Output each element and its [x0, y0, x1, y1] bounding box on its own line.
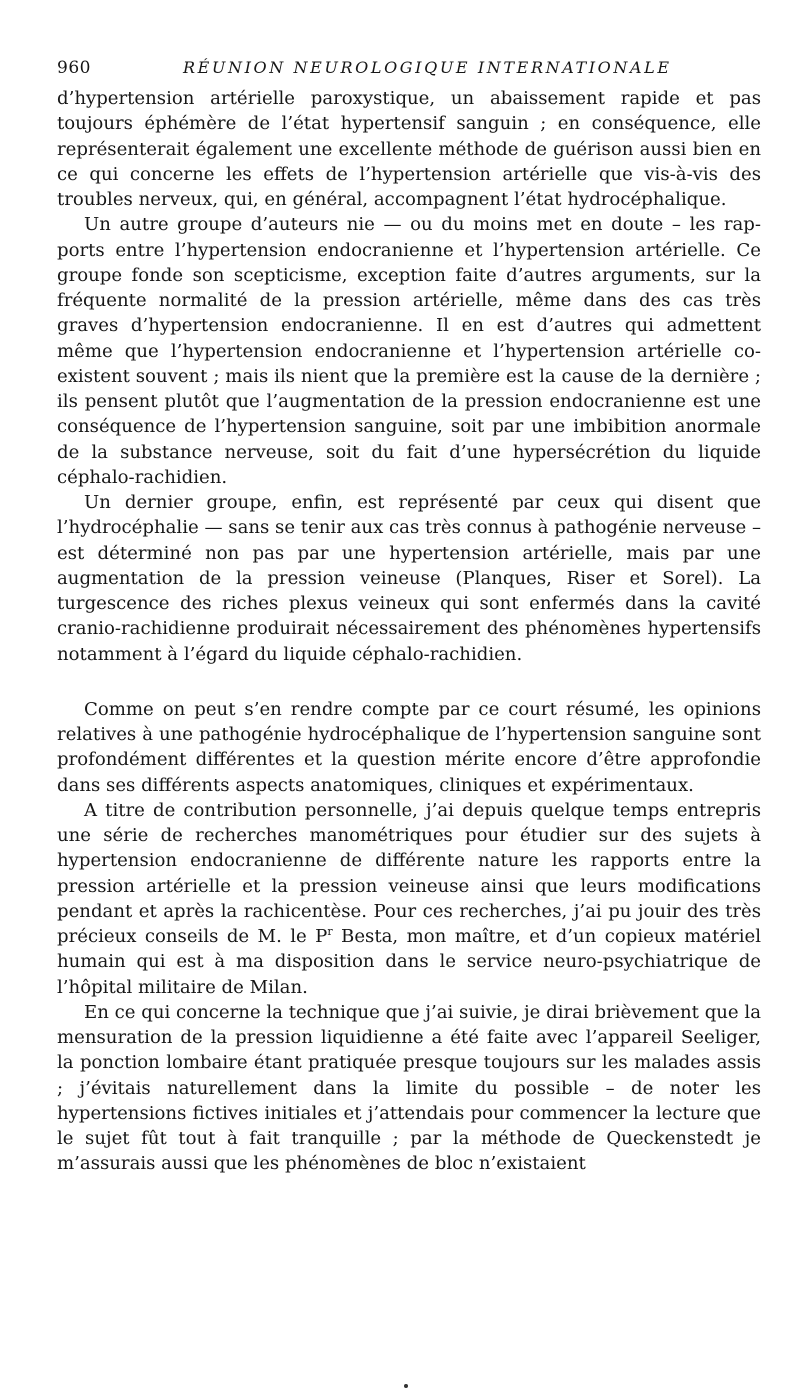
professor-abbrev-superscript: r [327, 924, 333, 938]
page-header [57, 58, 761, 84]
body-text [57, 86, 761, 1177]
paragraph-contribution-continuation: Besta, mon maître, et d’un copieux matériel humain qui est à ma disposition dans le service neuro-psychiatrique de l’hôpital militaire de Milan. [57, 926, 761, 998]
paragraph-technique: En ce qui concerne la technique que j’ai suivie, je dirai brièvement que la mensuration de la pression liquidienne a été faite avec l’appareil Seeliger, la ponction lombaire étant pratiquée presque toujours sur les malades assis ; j’évitais naturellement dans la limite du possible – de noter les hypertensions fictives initiales et j’attendais pour commencer la lecture que le sujet fût tout à fait tranquille ; par la méthode de Queckenstedt je m’assurais aussi que les phénomènes de bloc n’existaient [57, 1001, 761, 1175]
running-title: RÉUNION NEUROLOGIQUE INTERNATIONALE [183, 58, 672, 77]
paragraph-contribution-text: A titre de contribution personnelle, j’ai depuis quelque temps entrepris une série de recherches manométriques pour étudier sur des sujets à hypertension endocranienne de différente nature les rapports entre la pression artérielle et la pression veineuse ainsi que leurs modifications pendant et après la rachicentèse. Pour ces recherches, j’ai pu jouir des très précieux conseils de M. le [57, 799, 761, 947]
paragraph-last-group: Un dernier groupe, enfin, est représenté par ceux qui disent que l’hydrocéphalie — sans se tenir aux cas très connus à pathogénie nerveuse – est déterminé non pas par une hypertension artérielle, mais par une augmentation de la pression veineuse (Planques, Riser et Sorel). La turgescence des riches plexus veineux qui sont enfermés dans la cavité cranio-rachidienne produirait nécessairement des phénomènes hypertensifs notamment à l’égard du liquide céphalo-rachidien. [57, 492, 761, 665]
paragraph-contribution [57, 798, 761, 1000]
page-number: 960 [57, 58, 91, 78]
stray-print-mark [404, 1384, 408, 1388]
paragraph-continuation: d’hypertension artérielle paroxystique, un abaissement rapide et pas toujours éphémère de l’état hypertensif sanguin ; en conséquence, elle représenterait également une excellente méthode de guérison aussi bien en ce qui concerne les effets de l’hypertension artérielle que vis-à-vis des troubles nerveux, qui, en général, accompagnent l’état hydrocéphalique. [57, 88, 761, 210]
paragraph-summary: Comme on peut s’en rendre compte par ce court résumé, les opinions relatives à une pathogénie hydrocéphalique de l’hypertension sanguine sont profondément différentes et la question mérite encore d’être approfondie dans ses différents aspects anatomiques, cliniques et expérimentaux. [57, 698, 761, 796]
section-gap [57, 667, 761, 697]
paragraph-second-group: Un autre groupe d’auteurs nie — ou du moins met en doute – les rapports entre l’hypertension endocranienne et l’hypertension artérielle. Ce groupe fonde son scepticisme, exception faite d’autres arguments, sur la fréquente normalité de la pression artérielle, même dans des cas très graves d’hypertension endocranienne. Il en est d’autres qui admettent même que l’hypertension endocranienne et l’hypertension artérielle coexistent souvent ; mais ils nient que la première est la cause de la dernière ; ils pensent plutôt que l’augmentation de la pression endocranienne est une conséquence de l’hypertension sanguine, soit par une imbibition anormale de la substance nerveuse, soit du fait d’une hypersécrétion du liquide céphalo-rachidien. [57, 214, 761, 488]
professor-abbrev: P [315, 926, 328, 947]
